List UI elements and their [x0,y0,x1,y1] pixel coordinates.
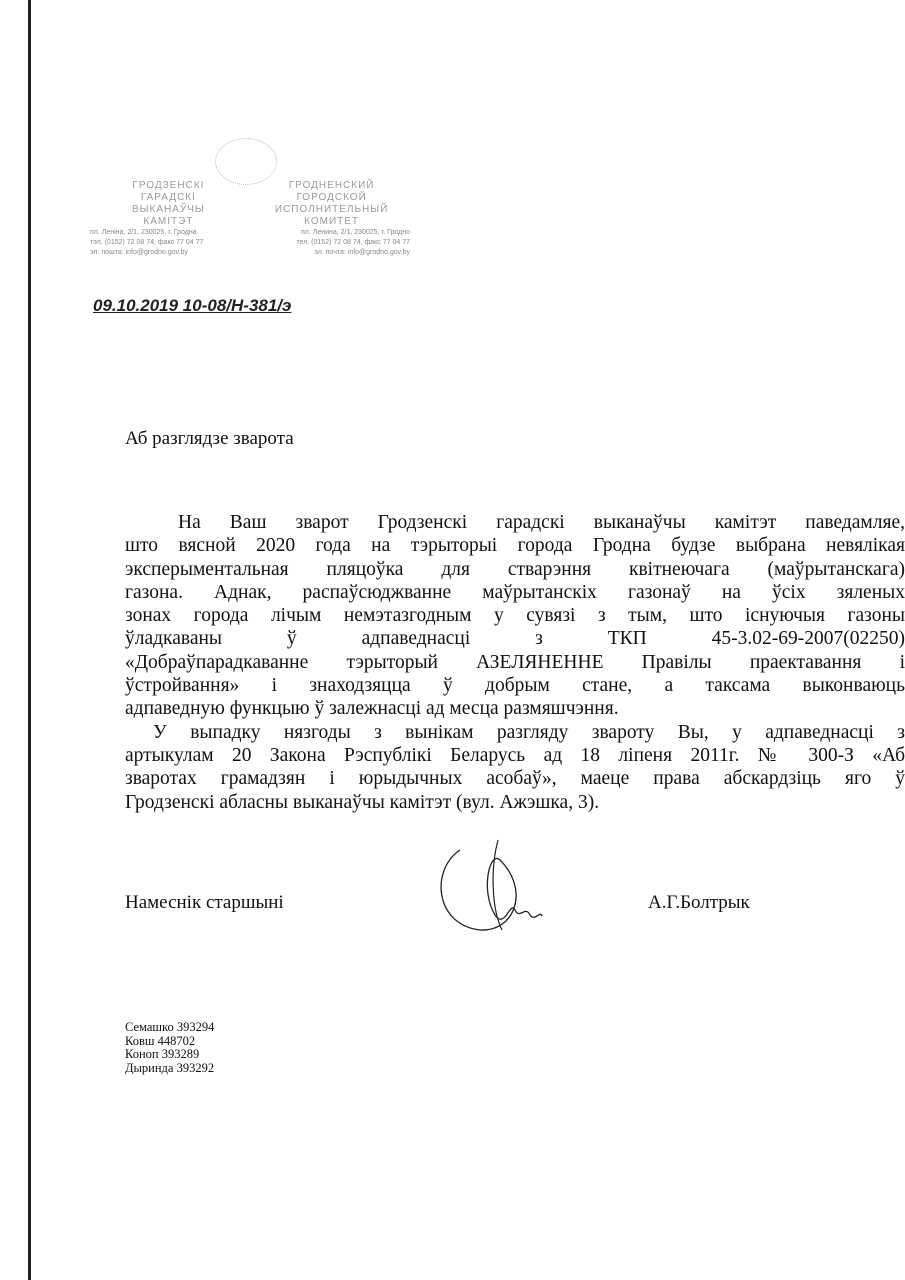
letterhead-line: ИСПОЛНИТЕЛЬНЫЙ [274,204,389,215]
contact-item: Дыринда 393292 [125,1060,215,1075]
paragraph-1 [125,511,905,721]
letter-body [125,511,905,814]
text-line: ўладкаваны ў адпаведнасці з ТКП 45-3.02-69-2007(02250) [125,628,905,650]
contacts-list [125,1021,214,1075]
letterhead-line: ГРОДЗЕНСКІ [132,180,205,191]
handwritten-signature [420,830,570,940]
text-line: зваротах грамадзян і юрыдычных асобаў», маеце права абскардзіць яго ў [125,768,905,790]
email-left: эл. пошта: info@grodno.gov.by [90,249,188,256]
paragraph-2 [125,721,905,814]
text-line: эксперыментальная пляцоўка для стварэння квітнеючага (маўрытанскага) [125,558,905,580]
text-line: газона. Аднак, распаўсюджванне маўрытанскіх газонаў на ўсіх зяленых [125,581,905,603]
email-right: эл. почта: info@grodno.gov.by [314,249,410,256]
text-line: У выпадку нязгоды з вынікам разгляду звароту Вы, у адпаведнасці з [153,721,905,743]
text-line: што вясной 2020 года на тэрыторыі города Гродна будзе выбрана невялікая [125,535,905,557]
letterhead-line: ГРОДНЕНСКИЙ [288,180,375,191]
phone-right: тел. (0152) 72 08 74, факс 77 04 77 [296,239,410,246]
letterhead-left [90,180,247,228]
subject-line: Аб разглядзе зварота [125,428,294,449]
letterhead-right [253,180,410,228]
contact-item: Коноп 393289 [125,1047,200,1061]
phone-left: тэл. (0152) 72 08 74, факс 77 04 77 [90,239,204,246]
scan-edge-line [28,0,31,1280]
text-line: ўстройвання» і знаходзяцца ў добрым стане, а таксама выконваюць [125,675,905,697]
text-line: На Ваш зварот Гродзенскі гарадскі выканаўчы камітэт паведамляе, [178,512,905,533]
text-line: артыкулам 20 Закона Рэспублікі Беларусь ад 18 ліпеня 2011г. № 300-З «Аб [125,744,905,766]
signatory-position: Намеснік старшыні [125,892,284,913]
letterhead [90,180,410,258]
address-left: пл. Леніна, 2/1, 230025, г. Гродна [90,229,197,236]
text-line: Гродзенскі абласны выканаўчы камітэт (вул. Ажэшка, 3). [125,791,600,813]
signatory-name: А.Г.Болтрык [648,892,750,913]
text-line: зонах города лічым немэтазгодным у сувязі з тым, што існуючыя газоны [125,605,905,627]
letterhead-line: ВЫКАНАЎЧЫ [132,204,205,215]
letterhead-line: КОМИТЕТ [304,216,360,227]
letterhead-line: ГАРАДСКІ [140,192,196,203]
registration-number: 09.10.2019 10-08/Н-381/э [93,296,292,315]
contact-item: Семашко 393294 [125,1020,215,1034]
text-line: адпаведную функцыю ў залежнасці ад месца размяшчэння. [125,698,619,720]
letterhead-line: ГОРОДСКОЙ [296,192,367,203]
emblem-icon [215,138,277,185]
address-right: пл. Ленина, 2/1, 230025, г. Гродно [300,229,410,236]
text-line: «Добраўпарадкаванне тэрыторый АЗЕЛЯНЕННЕ Правілы праектавання і [125,651,905,673]
letterhead-line: КАМІТЭТ [143,216,194,227]
contact-item: Ковш 448702 [125,1033,196,1048]
